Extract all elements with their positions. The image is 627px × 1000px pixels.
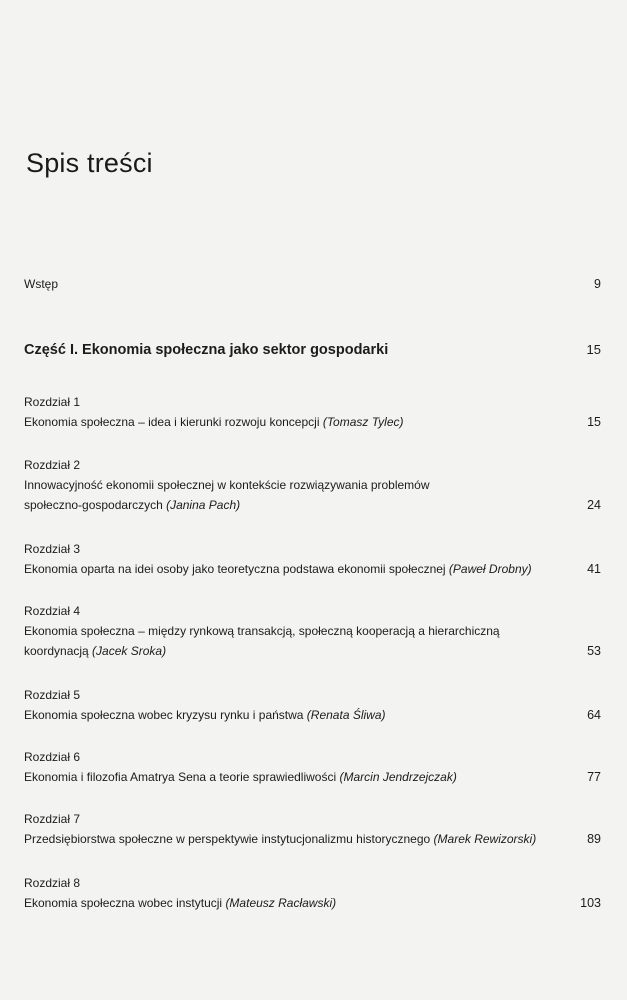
entry-text: Część I. Ekonomia społeczna jako sektor gospodarki: [24, 342, 389, 358]
chapter-author: (Janina Pach): [166, 498, 241, 512]
chapter-label: Rozdział 7: [24, 812, 81, 826]
chapter-author: (Paweł Drobny): [448, 562, 532, 576]
chapter-author: (Jacek Sroka): [92, 644, 167, 658]
toc-entry-chapter-1[interactable]: [24, 392, 601, 432]
chapter-title: Ekonomia społeczna – idea i kierunki rozwoju koncepcji: [24, 415, 323, 429]
chapter-title: Ekonomia oparta na idei osoby jako teoretyczna podstawa ekonomii społecznej: [24, 562, 449, 576]
page-number: 89: [587, 832, 601, 846]
chapter-title: Przedsiębiorstwa społeczne w perspektywie instytucjonalizmu historycznego: [24, 832, 434, 846]
toc-entry-part-1[interactable]: [24, 340, 601, 360]
chapter-author: (Mateusz Racławski): [225, 896, 337, 910]
page-number: 9: [594, 277, 601, 291]
toc-entry-chapter-4[interactable]: [24, 601, 601, 661]
page-number: 53: [587, 644, 601, 658]
chapter-title: koordynacją: [24, 644, 93, 658]
chapter-title: społeczno-gospodarczych: [24, 498, 167, 512]
chapter-author: (Marcin Jendrzejczak): [339, 770, 457, 784]
page-number: 15: [586, 342, 601, 357]
page-number: 77: [587, 770, 601, 784]
chapter-label: Rozdział 2: [24, 458, 81, 472]
toc-entry-chapter-2[interactable]: [24, 455, 601, 515]
page-number: 15: [587, 415, 601, 429]
chapter-label: Rozdział 6: [24, 750, 81, 764]
page-title: Spis treści: [26, 148, 153, 178]
chapter-label: Rozdział 3: [24, 542, 81, 556]
toc-entry-chapter-3[interactable]: [24, 539, 601, 579]
chapter-label: Rozdział 8: [24, 876, 81, 890]
page-number: 64: [587, 708, 601, 722]
chapter-author: (Tomasz Tylec): [322, 415, 404, 429]
entry-text: Wstęp: [24, 277, 59, 291]
chapter-label: Rozdział 1: [24, 395, 81, 409]
chapter-title: Ekonomia społeczna wobec kryzysu rynku i państwa: [24, 708, 307, 722]
toc-entry-chapter-5[interactable]: [24, 685, 601, 725]
toc-entry-chapter-7[interactable]: [24, 809, 601, 849]
chapter-author: (Marek Rewizorski): [433, 832, 537, 846]
toc-entry-chapter-8[interactable]: [24, 873, 601, 913]
page-number: 103: [580, 896, 601, 910]
chapter-author: (Renata Śliwa): [306, 708, 386, 722]
chapter-label: Rozdział 5: [24, 688, 81, 702]
chapter-title: Ekonomia i filozofia Amatrya Sena a teorie sprawiedliwości: [24, 770, 340, 784]
page-number: 41: [587, 562, 601, 576]
toc-entry-intro[interactable]: [24, 274, 601, 294]
chapter-title-line: Innowacyjność ekonomii społecznej w kontekście rozwiązywania problemów: [24, 478, 430, 492]
page-number: 24: [587, 498, 601, 512]
chapter-label: Rozdział 4: [24, 604, 81, 618]
chapter-title-line: Ekonomia społeczna – między rynkową transakcją, społeczną kooperacją a hierarchiczną: [24, 624, 500, 638]
toc-entry-chapter-6[interactable]: [24, 747, 601, 787]
chapter-title: Ekonomia społeczna wobec instytucji: [24, 896, 226, 910]
